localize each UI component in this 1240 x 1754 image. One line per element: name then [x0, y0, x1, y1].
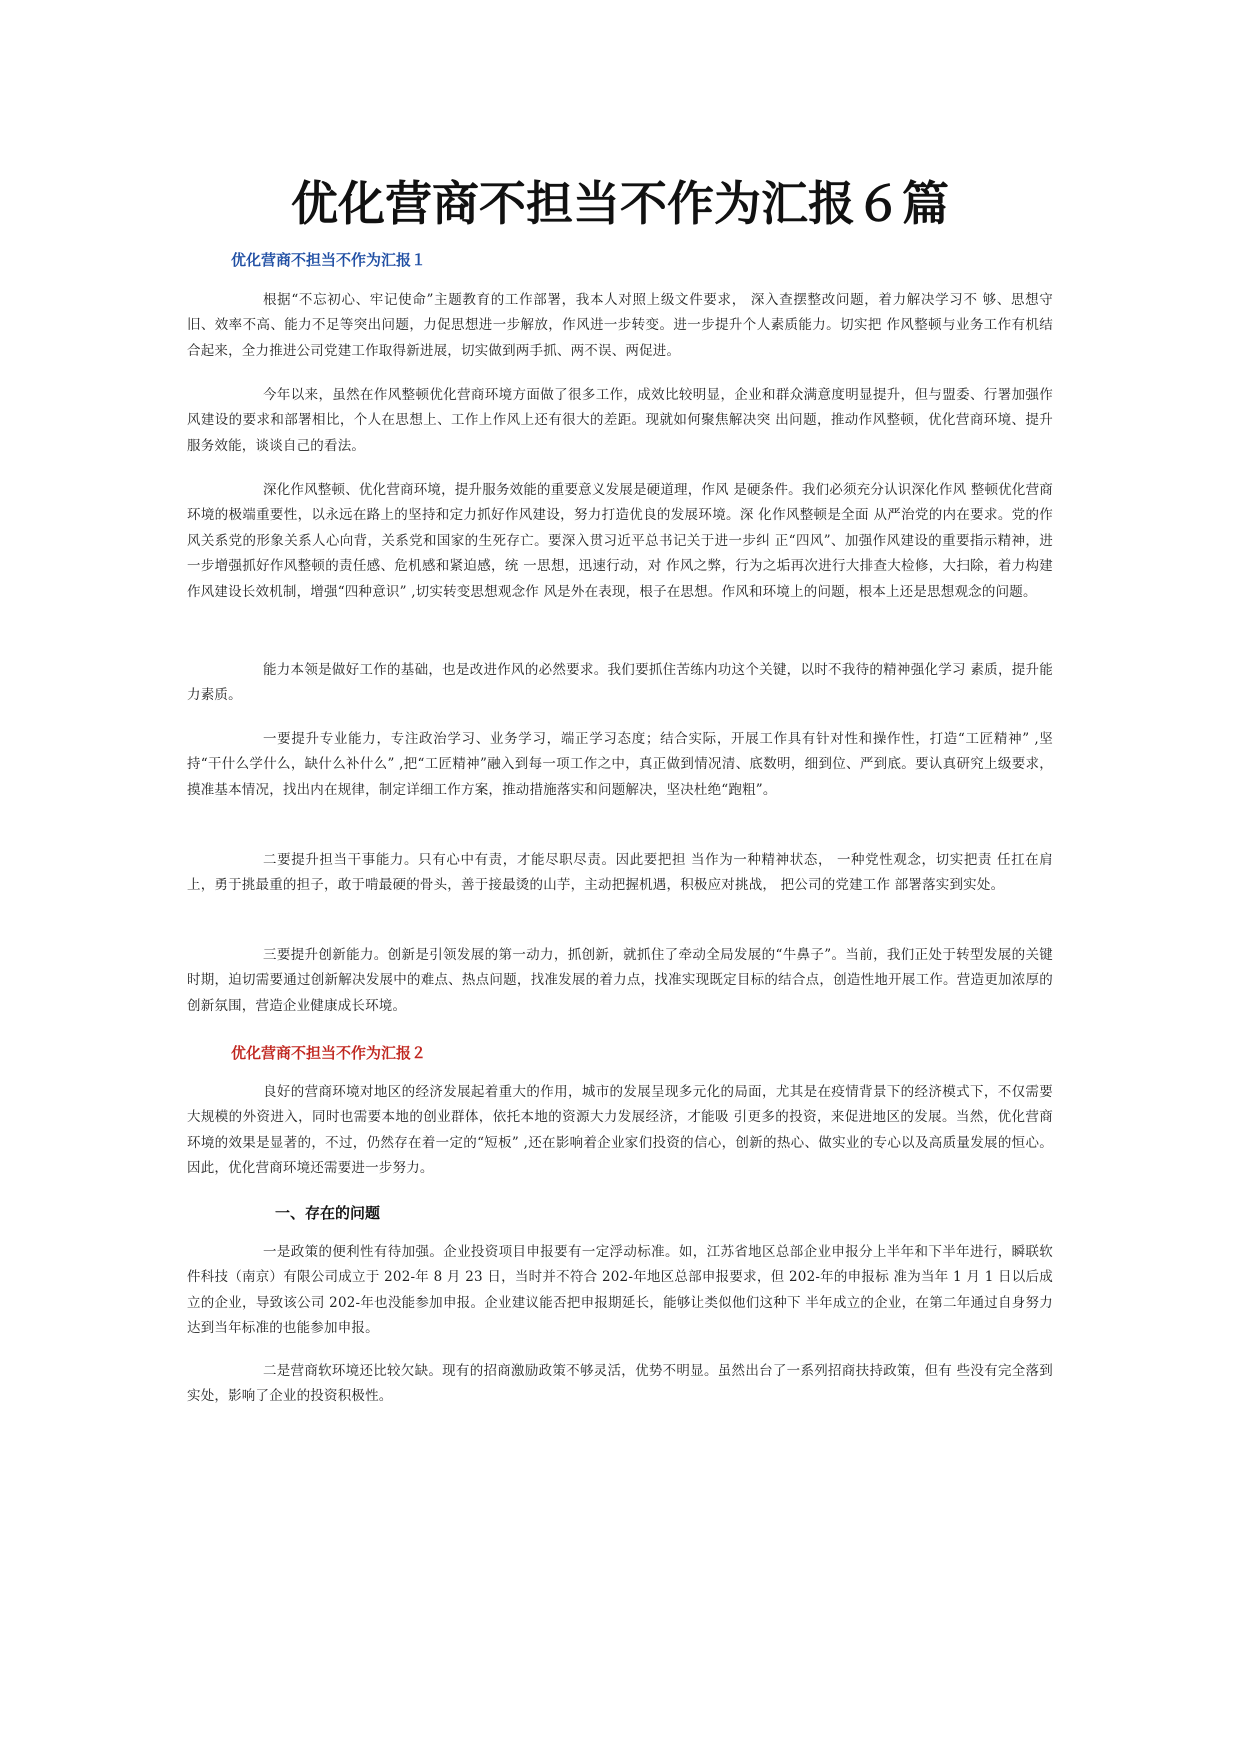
section-heading-2: 优化营商不担当不作为汇报２: [231, 1044, 427, 1062]
paragraph: 三要提升创新能力。创新是引领发展的第一动力，抓创新，就抓住了牵动全局发展的“牛鼻子”。当前，我们正处于转型发展的关键时期，迫切需要通过创新解决发展中的难点、热点问题，找准发展的着力点，找准实现既定目标的结合点，创造性地开展工作。营造更加浓厚的创新氛围，营造企业健康成长环境。: [187, 947, 1053, 1014]
paragraph: 良好的营商环境对地区的经济发展起着重大的作用，城市的发展呈现多元化的局面，尤其是在疫情背景下的经济模式下，不仅需要大规模的外资进入，同时也需要本地的创业群体，依托本地的资源大力发展经济，才能吸 引更多的投资，来促进地区的发展。当然，优化营商环境的效果是显著的，不过，仍然存在着一定的“短板” ,还在影响着企业家们投资的信心，创新的热心、做实业的专心以及高质量发展的恒心。因此，优化营商环境还需要进一步努力。: [187, 1084, 1053, 1177]
paragraph: 根据“不忘初心、牢记使命”主题教育的工作部署，我本人对照上级文件要求， 深入查摆整改问题，着力解决学习不 够、思想守旧、效率不高、能力不足等突出问题，力促思想进一步解放，作风进一步转变。进一步提升个人素质能力。切实把 作风整顿与业务工作有机结合起来，全力推进公司党建工作取得新进展，切实做到两手抓、两不误、两促进。: [187, 292, 1053, 359]
paragraph: 今年以来，虽然在作风整顿优化营商环境方面做了很多工作，成效比较明显，企业和群众满意度明显提升，但与盟委、行署加强作风建设的要求和部署相比，个人在思想上、工作上作风上还有很大的差距。现就如何聚焦解决突 出问题，推动作风整顿，优化营商环境、提升服务效能，谈谈自己的看法。: [187, 387, 1053, 454]
paragraph: 一是政策的便利性有待加强。企业投资项目申报要有一定浮动标准。如，江苏省地区总部企业申报分上半年和下半年进行，瞬联软件科技（南京）有限公司成立于 202-年 8 月 23 日，当时并不符合 202-年地区总部申报要求，但 202-年的申报标 准为当年 1 月 1 日以后成立的企业，导致该公司 202-年也没能参加申报。企业建议能否把申报期延长，能够让类似他们这种下 半年成立的企业，在第二年通过自身努力达到当年标准的也能参加申报。: [187, 1244, 1053, 1337]
document-title: 优化营商不担当不作为汇报６篇: [291, 177, 949, 232]
paragraph: 能力本领是做好工作的基础，也是改进作风的必然要求。我们要抓住苦练内功这个关键，以时不我待的精神强化学习 素质，提升能力素质。: [187, 662, 1053, 704]
paragraph: 一要提升专业能力，专注政治学习、业务学习，端正学习态度；结合实际，开展工作具有针对性和操作性，打造“工匠精神” ,坚持“干什么学什么，缺什么补什么” ,把“工匠精神”融入到每一项工作之中，真正做到情况清、底数明，细到位、严到底。要认真研究上级要求，摸准基本情况，找出内在规律，制定详细工作方案，推动措施落实和问题解决，坚决杜绝“跑粗”。: [187, 731, 1053, 798]
subheading-existing-problems: 一、存在的问题: [275, 1204, 381, 1222]
paragraph: 二要提升担当干事能力。只有心中有责，才能尽职尽责。因此要把担 当作为一种精神状态， 一种党性观念，切实把责 任扛在肩上，勇于挑最重的担子，敢于啃最硬的骨头，善于接最烫的山芋，主动把握机遇，积极应对挑战， 把公司的党建工作 部署落实到实处。: [187, 852, 1053, 894]
paragraph: 二是营商软环境还比较欠缺。现有的招商激励政策不够灵活，优势不明显。虽然出台了一系列招商扶持政策，但有 些没有完全落到实处，影响了企业的投资积极性。: [187, 1363, 1053, 1405]
section-heading-1: 优化营商不担当不作为汇报１: [231, 251, 427, 269]
paragraph: 深化作风整顿、优化营商环境，提升服务效能的重要意义发展是硬道理，作风 是硬条件。我们必须充分认识深化作风 整顿优化营商环境的极端重要性，以永远在路上的坚持和定力抓好作风建设，努力打造优良的发展环境。深 化作风整顿是全面 从严治党的内在要求。党的作风关系党的形象关系人心向背，关系党和国家的生死存亡。要深入贯习近平总书记关于进一步纠 正“四风”、加强作风建设的重要指示精神，进一步增强抓好作风整顿的责任感、危机感和紧迫感，统 一思想，迅速行动，对 作风之弊，行为之垢再次进行大排查大检修，大扫除，着力构建作风建设长效机制，增强“四种意识” ,切实转变思想观念作 风是外在表现，根子在思想。作风和环境上的问题，根本上还是思想观念的问题。: [187, 482, 1053, 600]
